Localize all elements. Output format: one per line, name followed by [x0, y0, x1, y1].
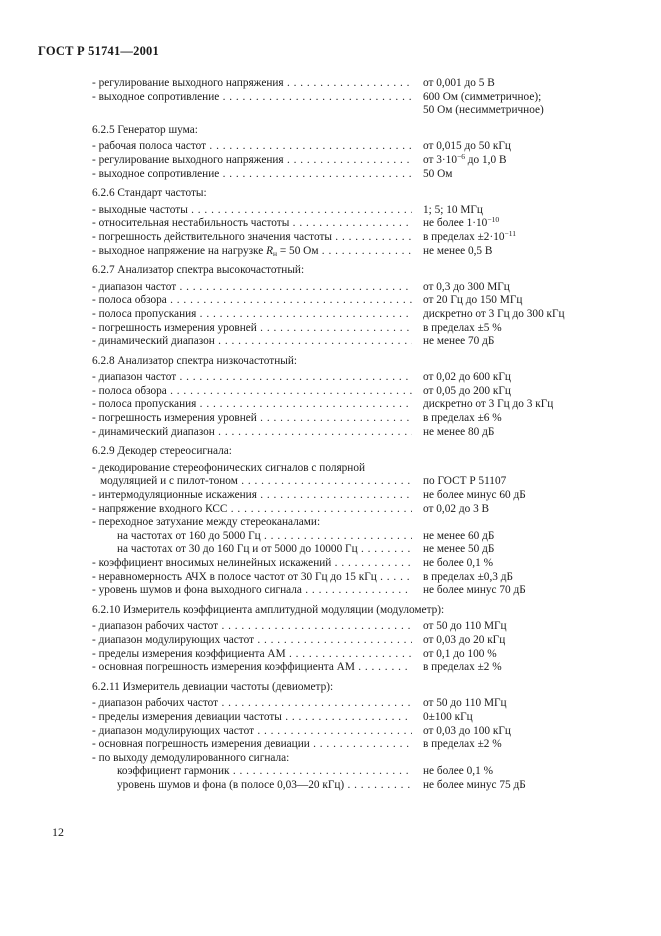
spec-row [0, 151, 661, 168]
spec-label: - диапазон модулирующих частот . . . [92, 634, 412, 648]
spec-value: от 50 до 110 МГц [423, 620, 507, 633]
spec-label: - диапазон модулирующих частот . . . [92, 725, 412, 739]
spec-label: на частотах от 30 до 160 Гц и от 5000 до 10000 Гц . . . [117, 543, 412, 557]
spec-value: не менее 60 дБ [423, 529, 495, 542]
spec-label: - регулирование выходного напряжения . . . [92, 154, 412, 168]
spec-value: от 0,1 до 100 % [423, 647, 497, 660]
spec-row [0, 140, 661, 154]
section-title: 6.2.5 Генератор шума: [92, 123, 198, 136]
spec-value: не более минус 60 дБ [423, 489, 526, 502]
spec-row [0, 661, 661, 675]
spec-label: - коэффициент вносимых нелинейных искажений . . . [92, 557, 412, 571]
spec-row [0, 426, 661, 440]
spec-label: - интермодуляционные искажения . . . [92, 489, 412, 503]
spec-label: - погрешность измерения уровней . . . [92, 322, 412, 336]
spec-label: - полоса пропускания . . . [92, 398, 412, 412]
spec-value: 600 Ом (симметричное); [423, 90, 542, 103]
spec-label: - динамический диапазон . . . [92, 335, 412, 349]
spec-row [0, 489, 661, 503]
spec-value: 0±100 кГц [423, 710, 473, 723]
spec-value: не более $1\cdot 10^{-10}$ [423, 215, 500, 230]
spec-row [0, 412, 661, 426]
spec-label: - пределы измерения коэффициента АМ . . . [92, 648, 412, 662]
spec-value: от 0,02 до 600 кГц [423, 371, 511, 384]
spec-value: от 0,05 до 200 кГц [423, 384, 511, 397]
spec-row [0, 516, 661, 530]
spec-label: - по выходу демодулированного сигнала: [92, 751, 290, 764]
spec-value: в пределах ±0,3 дБ [423, 570, 513, 583]
spec-value: не менее 0,5 В [423, 244, 493, 257]
spec-label: на частотах от 160 до 5000 Гц . . . [117, 530, 412, 544]
spec-label: - полоса обзора . . . [92, 294, 412, 308]
spec-value: от 0,03 до 20 кГц [423, 633, 506, 646]
section-title: 6.2.8 Анализатор спектра низкочастотный: [92, 354, 298, 367]
spec-label: - основная погрешность измерения девиации . . . [92, 738, 412, 752]
spec-row [0, 281, 661, 295]
spec-label: - полоса пропускания . . . [92, 308, 412, 322]
spec-label: уровень шумов и фона (в полосе 0,03—20 кГц) . . . [117, 779, 412, 793]
spec-value: от 0,3 до 300 МГц [423, 280, 510, 293]
spec-row [0, 168, 661, 182]
spec-row [0, 584, 661, 598]
document-header: ГОСТ Р 51741—2001 [38, 44, 159, 58]
section-title: 6.2.6 Стандарт частоты: [92, 187, 207, 200]
spec-row [0, 571, 661, 585]
spec-row [0, 779, 661, 793]
spec-value: не менее 50 дБ [423, 543, 495, 556]
spec-row [0, 738, 661, 752]
spec-value: в пределах ±5 % [423, 321, 502, 334]
spec-label: - относительная нестабильность частоты . . . [92, 217, 412, 231]
spec-value: в пределах ±6 % [423, 412, 502, 425]
spec-value: 50 Ом (несимметричное) [423, 104, 544, 117]
spec-label: - регулирование выходного напряжения . . . [92, 77, 412, 91]
section-title: 6.2.11 Измеритель девиации частоты (девиометр): [92, 680, 334, 693]
spec-value: в пределах ±2 % [423, 738, 502, 751]
spec-label: - погрешность измерения уровней . . . [92, 412, 412, 426]
spec-row [0, 398, 661, 412]
spec-label: - пределы измерения девиации частоты . . . [92, 711, 412, 725]
spec-row [0, 765, 661, 779]
spec-row [0, 385, 661, 399]
spec-row [0, 634, 661, 648]
spec-label: - основная погрешность измерения коэффициента АМ . . . [92, 661, 412, 675]
spec-content [0, 77, 661, 793]
spec-value: 1; 5; 10 МГц [423, 203, 483, 216]
spec-value: от $3\cdot 10^{-6}$ до 1,0 В [423, 151, 507, 166]
spec-value: не более 0,1 % [423, 557, 493, 569]
spec-row [0, 557, 661, 571]
spec-value: не более минус 70 дБ [423, 584, 526, 597]
spec-row [0, 475, 661, 489]
spec-label: - декодирование стереофонических сигналов с полярной [92, 461, 366, 474]
spec-value: 50 Ом [423, 167, 453, 180]
spec-label: - погрешность действительного значения частоты . . . [92, 231, 412, 245]
section-title: 6.2.7 Анализатор спектра высокочастотный: [92, 264, 305, 277]
spec-row [0, 228, 661, 245]
spec-value: от 0,015 до 50 кГц [423, 140, 511, 153]
spec-label: - выходные частоты . . . [92, 204, 412, 218]
spec-row [0, 322, 661, 336]
spec-label: - уровень шумов и фона выходного сигнала . . . [92, 584, 412, 598]
spec-value: не менее 80 дБ [423, 425, 495, 438]
spec-label: - выходное сопротивление . . . [92, 168, 412, 182]
spec-label: - диапазон частот . . . [92, 371, 412, 385]
spec-row [0, 620, 661, 634]
spec-value: не более 0,1 % [423, 765, 493, 778]
spec-value: от 20 Гц до 150 МГц [423, 294, 523, 307]
spec-row [0, 462, 661, 476]
spec-label: - неравномерность АЧХ в полосе частот от 30 Гц до 15 кГц . . . [92, 571, 412, 585]
spec-row [0, 648, 661, 662]
spec-row [0, 543, 661, 557]
section-title: 6.2.9 Декодер стереосигнала: [92, 445, 232, 458]
spec-label: - выходное сопротивление . . . [92, 91, 412, 105]
spec-value: дискретно от 3 Гц до 3 кГц [423, 398, 554, 411]
spec-row [0, 91, 661, 105]
spec-row [0, 308, 661, 322]
spec-row [0, 371, 661, 385]
spec-label: модуляцией и с пилот-тоном . . . [100, 475, 412, 489]
spec-label: - диапазон частот . . . [92, 281, 412, 295]
spec-row [0, 294, 661, 308]
spec-row [0, 530, 661, 544]
spec-label: - напряжение входного КСС . . . [92, 503, 412, 517]
spec-row [0, 204, 661, 218]
spec-value: не более минус 75 дБ [423, 778, 526, 791]
spec-row [0, 77, 661, 91]
spec-value: от 0,001 до 5 В [423, 77, 495, 89]
spec-label: - выходное напряжение на нагрузке $R_н = 50$ Ом . . . [92, 245, 412, 259]
spec-value: дискретно от 3 Гц до 300 кГц [423, 307, 565, 320]
spec-label: - переходное затухание между стереоканалами: [92, 516, 321, 529]
spec-row [0, 104, 661, 118]
spec-value: по ГОСТ Р 51107 [423, 475, 507, 488]
page-number: 12 [52, 825, 64, 839]
spec-label: коэффициент гармоник . . . [117, 765, 412, 779]
spec-row [0, 335, 661, 349]
spec-row [0, 217, 661, 231]
spec-row [0, 503, 661, 517]
spec-value: не менее 70 дБ [423, 335, 495, 348]
spec-label: - полоса обзора . . . [92, 385, 412, 399]
spec-label: - динамический диапазон . . . [92, 426, 412, 440]
spec-label: - диапазон рабочих частот . . . [92, 620, 412, 634]
spec-row [0, 711, 661, 725]
spec-value: от 0,02 до 3 В [423, 502, 490, 515]
spec-row [0, 752, 661, 766]
spec-label: - рабочая полоса частот . . . [92, 140, 412, 154]
spec-value: от 50 до 110 МГц [423, 697, 507, 710]
spec-row [0, 697, 661, 711]
spec-value: в пределах ±2 % [423, 661, 502, 674]
spec-value: от 0,03 до 100 кГц [423, 724, 511, 737]
section-title: 6.2.10 Измеритель коэффициента амплитудной модуляции (модулометр): [92, 603, 445, 616]
spec-row [0, 725, 661, 739]
spec-row [0, 245, 661, 259]
spec-label: - диапазон рабочих частот . . . [92, 697, 412, 711]
spec-value: в пределах $\pm 2\cdot 10^{-11}$ [423, 228, 516, 243]
